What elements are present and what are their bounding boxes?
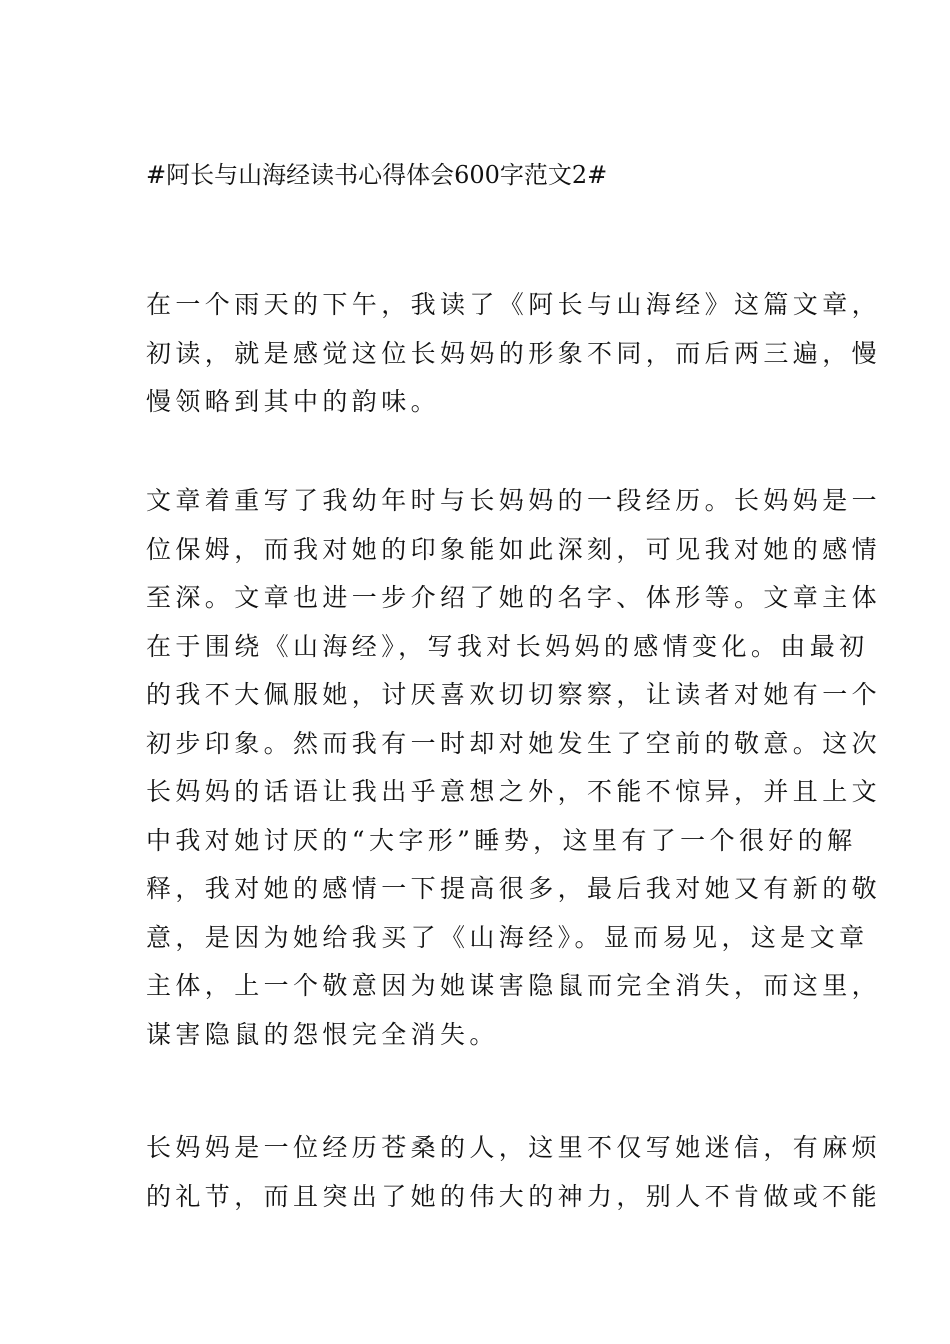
paragraph-line: 初读，就是感觉这位长妈妈的形象不同，而后两三遍，慢 [146, 338, 882, 368]
paragraph-line: 意，是因为她给我买了《山海经》。显而易见，这是文章 [146, 922, 869, 952]
paragraph-line: 长妈妈的话语让我出乎意想之外，不能不惊异，并且上文 [146, 777, 882, 806]
paragraph-3 [146, 1124, 882, 1221]
paragraph-line: 文章着重写了我幼年时与长妈妈的一段经历。长妈妈是一 [146, 486, 882, 515]
paragraph-2 [146, 477, 882, 1059]
paragraph-line: 释，我对她的感情一下提高很多，最后我对她又有新的敬 [146, 874, 882, 903]
paragraph-line: 的我不大佩服她，讨厌喜欢切切察察，让读者对她有一个 [146, 680, 882, 709]
paragraph-line: 在一个雨天的下午，我读了《阿长与山海经》这篇文章， [146, 290, 882, 319]
paragraph-line: 谋害隐鼠的怨恨完全消失。 [146, 1019, 499, 1049]
paragraph-line: 初步印象。然而我有一时却对她发生了空前的敬意。这次 [146, 728, 882, 758]
paragraph-line: 长妈妈是一位经历苍桑的人，这里不仅写她迷信，有麻烦 [146, 1133, 882, 1162]
paragraph-line: 在于围绕《山海经》，写我对长妈妈的感情变化。由最初 [146, 631, 869, 661]
paragraph-line: 中我对她讨厌的“大字形”睡势，这里有了一个很好的解 [146, 825, 857, 855]
document-title: #阿长与山海经读书心得体会600字范文2# [146, 161, 608, 189]
paragraph-line: 至深。文章也进一步介绍了她的名字、体形等。文章主体 [146, 583, 882, 612]
paragraph-line: 位保姆，而我对她的印象能如此深刻，可见我对她的感情 [146, 534, 882, 564]
paragraph-line: 主体，上一个敬意因为她谋害隐鼠而完全消失，而这里， [146, 971, 882, 1000]
paragraph-line: 的礼节，而且突出了她的伟大的神力，别人不肯做或不能 [146, 1181, 882, 1211]
paragraph-1 [146, 281, 882, 427]
paragraph-line: 慢领略到其中的韵味。 [146, 387, 441, 416]
